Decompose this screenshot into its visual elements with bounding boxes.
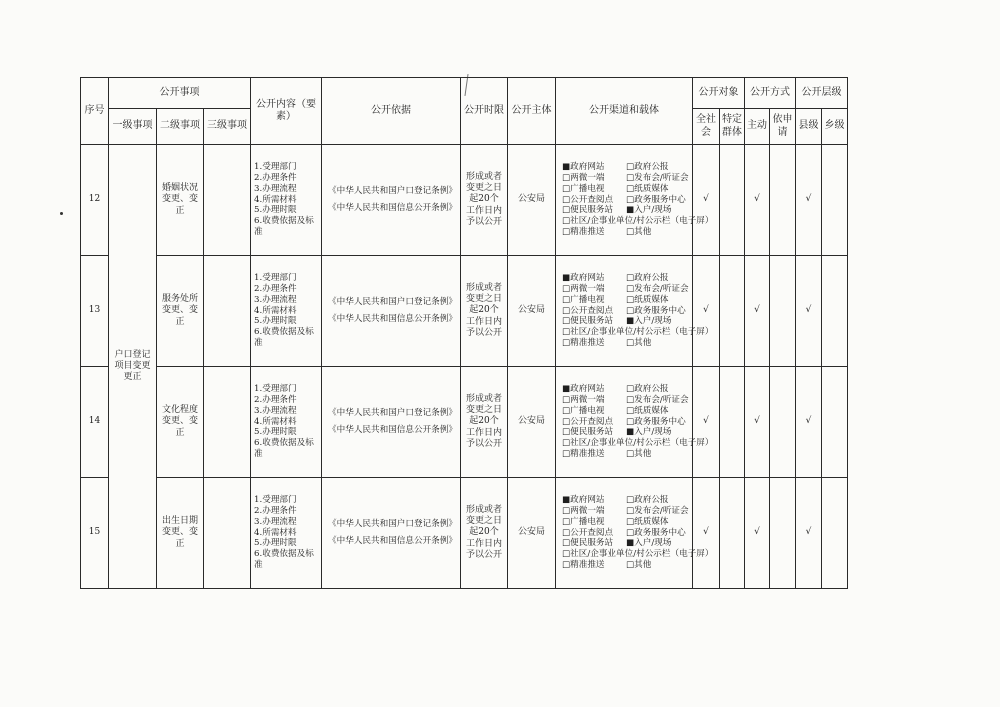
channel-option: □精准推送 [562,559,605,570]
channel-option: ■政府网站 [562,495,605,506]
channel-option: □便民服务站 [562,538,614,549]
row-time: 形成或者变更之日起20个工作日内予以公开 [461,145,508,256]
method-request-mark [770,478,796,589]
content-item: 3.办理流程 [254,405,297,416]
group-level1: 户口登记项目变更更正 [109,145,157,589]
channel-line [562,495,692,506]
basis-item: 《中华人民共和国户口登记条例》 [328,297,457,308]
target-all-mark: √ [693,256,720,367]
channel-option: □两微一端 [562,173,605,184]
channel-option: □社区/企事业单位/村公示栏（电子屏） [562,438,714,449]
channel-option: □纸质媒体 [626,294,669,305]
channel-option: □公开查阅点 [562,416,614,427]
row-content [251,256,322,367]
row-subject: 公安局 [508,478,556,589]
channel-option: ■政府网站 [562,384,605,395]
header-basis: 公开依据 [322,78,461,145]
channel-line [562,417,692,428]
channel-line [562,528,692,539]
channel-option: □便民服务站 [562,316,614,327]
target-all-mark: √ [693,478,720,589]
row-time: 形成或者变更之日起20个工作日内予以公开 [461,478,508,589]
channel-line [562,295,692,306]
channel-option: □两微一端 [562,506,605,517]
channel-option: □广播电视 [562,405,605,416]
table-row [81,256,848,367]
channel-option: □纸质媒体 [626,516,669,527]
channel-line [562,184,692,195]
basis-item: 《中华人民共和国信息公开条例》 [328,314,457,324]
channel-line [562,205,692,216]
header-time: 公开时限 [461,78,508,145]
channel-line [562,560,692,571]
channel-option: ■入户/现场 [626,316,672,327]
header-target: 公开对象 [693,78,745,109]
channel-option: ■政府网站 [562,273,605,284]
channel-option: □政务服务中心 [626,416,686,427]
content-item: 3.办理流程 [254,294,297,305]
row-basis [322,367,461,478]
channel-option: □纸质媒体 [626,405,669,416]
method-request-mark [770,256,796,367]
channel-option: □政府公报 [626,273,669,284]
row-channels [556,256,714,367]
channel-line [562,538,692,549]
row-time: 形成或者变更之日起20个工作日内予以公开 [461,256,508,367]
channel-option: □两微一端 [562,395,605,406]
content-item: 6.收费依据及标准 [254,216,314,237]
channel-line [562,327,714,338]
header-seq: 序号 [81,78,109,145]
channel-line [562,438,714,449]
row-channels [556,367,714,478]
channel-option: ■入户/现场 [626,427,672,438]
target-group-mark [720,145,745,256]
channel-option: □其他 [626,448,652,459]
tier-county-mark: √ [796,145,822,256]
header-target-group: 特定群体 [720,109,745,145]
channel-option: □纸质媒体 [626,183,669,194]
target-all-mark: √ [693,145,720,256]
channel-line [562,517,692,528]
method-active-mark: √ [745,367,770,478]
channel-option: ■政府网站 [562,162,605,173]
basis-item: 《中华人民共和国户口登记条例》 [328,186,457,197]
header-tier-county: 县级 [796,109,822,145]
channel-option: □发布会/听证会 [626,284,689,295]
channel-option: □社区/企事业单位/村公示栏（电子屏） [562,216,714,227]
row-basis [322,256,461,367]
row-content [251,367,322,478]
content-item: 4.所需材料 [254,305,297,316]
channel-option: □政务服务中心 [626,527,686,538]
channel-option: □其他 [626,226,652,237]
content-item: 5.办理时限 [254,538,297,549]
channel-line [562,395,692,406]
channel-option: □精准推送 [562,337,605,348]
channel-line [562,338,692,349]
content-item: 4.所需材料 [254,416,297,427]
table-row [81,145,848,256]
tier-town-mark [822,145,848,256]
channel-line [562,427,692,438]
tier-county-mark: √ [796,478,822,589]
method-request-mark [770,145,796,256]
content-item: 2.办理条件 [254,173,297,184]
method-active-mark: √ [745,256,770,367]
channel-line [562,506,692,517]
content-item: 1.受理部门 [254,495,297,506]
method-active-mark: √ [745,145,770,256]
content-item: 2.办理条件 [254,395,297,406]
channel-option: □公开查阅点 [562,527,614,538]
channel-option: □政府公报 [626,162,669,173]
channel-option: □两微一端 [562,284,605,295]
content-item: 6.收费依据及标准 [254,549,314,570]
basis-item: 《中华人民共和国户口登记条例》 [328,408,457,419]
channel-option: ■入户/现场 [626,538,672,549]
channel-option: □精准推送 [562,448,605,459]
channel-option: □公开查阅点 [562,194,614,205]
table-row [81,478,848,589]
row-level3 [204,145,251,256]
channel-option: ■入户/现场 [626,205,672,216]
target-group-mark [720,367,745,478]
header-method-request: 依申请 [770,109,796,145]
row-subject: 公安局 [508,367,556,478]
channel-line [562,227,692,238]
basis-item: 《中华人民共和国户口登记条例》 [328,519,457,530]
row-basis [322,145,461,256]
content-item: 2.办理条件 [254,506,297,517]
target-all-mark: √ [693,367,720,478]
row-seq: 15 [81,478,109,589]
content-item: 2.办理条件 [254,284,297,295]
content-item: 4.所需材料 [254,194,297,205]
row-seq: 12 [81,145,109,256]
channel-option: □政府公报 [626,495,669,506]
tier-county-mark: √ [796,256,822,367]
header-level1: 一级事项 [109,109,157,145]
channel-option: □政务服务中心 [626,305,686,316]
row-seq: 14 [81,367,109,478]
tier-county-mark: √ [796,367,822,478]
channel-line [562,384,692,395]
row-level2: 婚姻状况变更、变正 [157,145,204,256]
header-tier: 公开层级 [796,78,848,109]
row-channels [556,478,714,589]
channel-option: □便民服务站 [562,427,614,438]
channel-line [562,162,692,173]
row-level3 [204,256,251,367]
scan-speck [60,212,63,215]
disclosure-table [80,77,848,589]
target-group-mark [720,478,745,589]
row-level2: 服务处所变更、变正 [157,256,204,367]
row-content [251,478,322,589]
header-level3: 三级事项 [204,109,251,145]
basis-item: 《中华人民共和国信息公开条例》 [328,203,457,213]
method-active-mark: √ [745,478,770,589]
channel-line [562,316,692,327]
row-level3 [204,478,251,589]
channel-line [562,449,692,460]
content-item: 4.所需材料 [254,527,297,538]
row-subject: 公安局 [508,256,556,367]
content-item: 3.办理流程 [254,183,297,194]
content-item: 3.办理流程 [254,516,297,527]
header-method-active: 主动 [745,109,770,145]
row-level3 [204,367,251,478]
tier-town-mark [822,256,848,367]
channel-line [562,306,692,317]
table-row [81,367,848,478]
target-group-mark [720,256,745,367]
content-item: 5.办理时限 [254,427,297,438]
method-request-mark [770,367,796,478]
content-item: 1.受理部门 [254,162,297,173]
header-tier-town: 乡级 [822,109,848,145]
row-subject: 公安局 [508,145,556,256]
channel-option: □公开查阅点 [562,305,614,316]
channel-option: □广播电视 [562,294,605,305]
channel-option: □社区/企事业单位/村公示栏（电子屏） [562,327,714,338]
row-time: 形成或者变更之日起20个工作日内予以公开 [461,367,508,478]
header-channel: 公开渠道和载体 [556,78,693,145]
row-seq: 13 [81,256,109,367]
channel-line [562,195,692,206]
channel-line [562,406,692,417]
channel-option: □社区/企事业单位/村公示栏（电子屏） [562,549,714,560]
channel-option: □便民服务站 [562,205,614,216]
channel-option: □精准推送 [562,226,605,237]
content-item: 1.受理部门 [254,384,297,395]
channel-line [562,216,714,227]
channel-option: □政务服务中心 [626,194,686,205]
header-subject: 公开主体 [508,78,556,145]
header-content: 公开内容（要素） [251,78,322,145]
row-level2: 出生日期变更、变正 [157,478,204,589]
channel-line [562,549,714,560]
header-matter: 公开事项 [109,78,251,109]
header-level2: 二级事项 [157,109,204,145]
content-item: 5.办理时限 [254,316,297,327]
tier-town-mark [822,478,848,589]
channel-option: □广播电视 [562,516,605,527]
table-body [81,145,848,589]
row-content [251,145,322,256]
basis-item: 《中华人民共和国信息公开条例》 [328,536,457,546]
channel-line [562,273,692,284]
content-item: 1.受理部门 [254,273,297,284]
channel-option: □广播电视 [562,183,605,194]
channel-option: □发布会/听证会 [626,506,689,517]
channel-line [562,173,692,184]
channel-option: □发布会/听证会 [626,395,689,406]
channel-option: □其他 [626,559,652,570]
row-level2: 文化程度变更、变正 [157,367,204,478]
row-basis [322,478,461,589]
channel-line [562,284,692,295]
header-target-all: 全社会 [693,109,720,145]
basis-item: 《中华人民共和国信息公开条例》 [328,425,457,435]
header-method: 公开方式 [745,78,796,109]
channel-option: □发布会/听证会 [626,173,689,184]
tier-town-mark [822,367,848,478]
content-item: 6.收费依据及标准 [254,327,314,348]
channel-option: □其他 [626,337,652,348]
content-item: 6.收费依据及标准 [254,438,314,459]
channel-option: □政府公报 [626,384,669,395]
content-item: 5.办理时限 [254,205,297,216]
row-channels [556,145,714,256]
